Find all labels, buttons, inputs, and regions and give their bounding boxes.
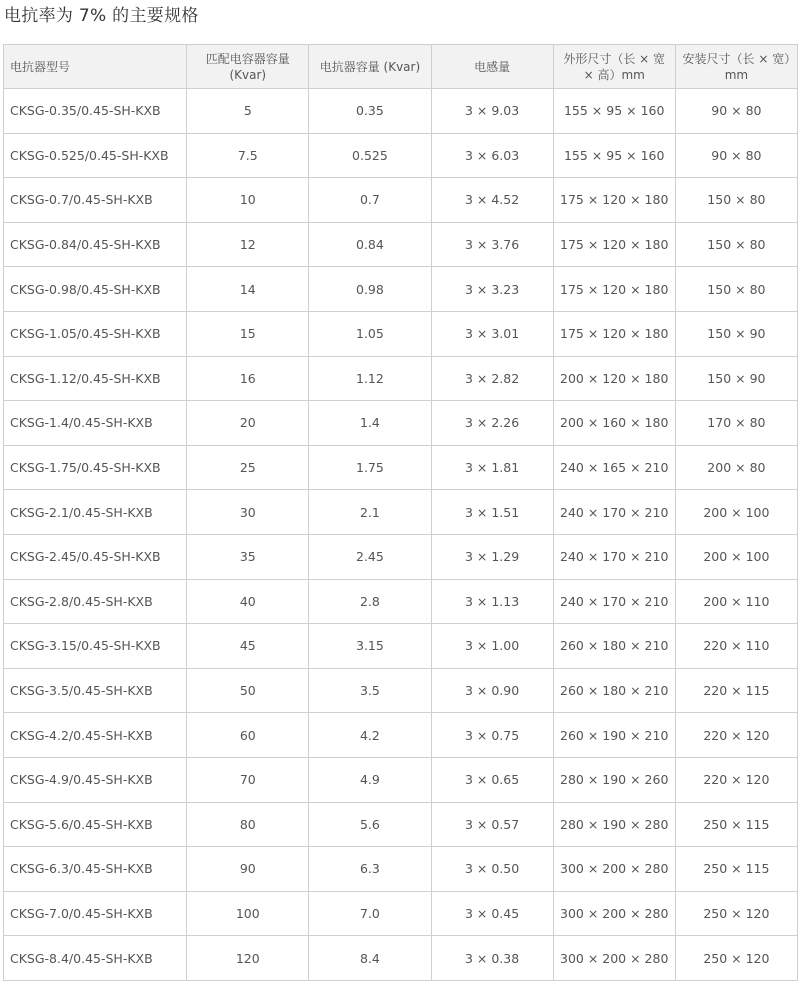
page-title: 电抗率为 7% 的主要规格 <box>4 6 199 26</box>
cell-model: CKSG-1.12/0.45-SH-KXB <box>4 356 187 401</box>
cell-dimensions: 155 × 95 × 160 <box>553 89 675 134</box>
cell-reactor-capacity: 0.7 <box>309 178 431 223</box>
cell-mounting: 150 × 80 <box>675 222 797 267</box>
cell-model: CKSG-7.0/0.45-SH-KXB <box>4 891 187 936</box>
cell-capacitor-capacity: 7.5 <box>187 133 309 178</box>
table-row <box>4 178 798 223</box>
cell-capacitor-capacity: 30 <box>187 490 309 535</box>
cell-model: CKSG-1.05/0.45-SH-KXB <box>4 311 187 356</box>
header-dimensions: 外形尺寸（长 × 宽 × 高）mm <box>553 45 675 89</box>
table-row <box>4 668 798 713</box>
cell-capacitor-capacity: 70 <box>187 757 309 802</box>
cell-reactor-capacity: 2.8 <box>309 579 431 624</box>
cell-reactor-capacity: 1.4 <box>309 401 431 446</box>
cell-inductance: 3 × 3.01 <box>431 311 553 356</box>
cell-inductance: 3 × 0.50 <box>431 847 553 892</box>
cell-inductance: 3 × 1.29 <box>431 534 553 579</box>
cell-capacitor-capacity: 15 <box>187 311 309 356</box>
table-row <box>4 847 798 892</box>
cell-model: CKSG-8.4/0.45-SH-KXB <box>4 936 187 981</box>
cell-mounting: 200 × 100 <box>675 490 797 535</box>
cell-reactor-capacity: 4.9 <box>309 757 431 802</box>
table-row <box>4 802 798 847</box>
cell-inductance: 3 × 2.82 <box>431 356 553 401</box>
cell-dimensions: 200 × 160 × 180 <box>553 401 675 446</box>
cell-dimensions: 155 × 95 × 160 <box>553 133 675 178</box>
cell-dimensions: 300 × 200 × 280 <box>553 891 675 936</box>
cell-mounting: 220 × 120 <box>675 713 797 758</box>
cell-model: CKSG-3.15/0.45-SH-KXB <box>4 624 187 669</box>
cell-dimensions: 200 × 120 × 180 <box>553 356 675 401</box>
cell-model: CKSG-2.1/0.45-SH-KXB <box>4 490 187 535</box>
cell-reactor-capacity: 5.6 <box>309 802 431 847</box>
cell-capacitor-capacity: 90 <box>187 847 309 892</box>
cell-reactor-capacity: 1.05 <box>309 311 431 356</box>
table-row <box>4 222 798 267</box>
cell-reactor-capacity: 2.1 <box>309 490 431 535</box>
cell-reactor-capacity: 1.12 <box>309 356 431 401</box>
table-row <box>4 356 798 401</box>
cell-inductance: 3 × 1.51 <box>431 490 553 535</box>
cell-dimensions: 240 × 170 × 210 <box>553 579 675 624</box>
cell-reactor-capacity: 0.84 <box>309 222 431 267</box>
cell-reactor-capacity: 6.3 <box>309 847 431 892</box>
cell-dimensions: 240 × 170 × 210 <box>553 490 675 535</box>
cell-capacitor-capacity: 80 <box>187 802 309 847</box>
cell-mounting: 90 × 80 <box>675 133 797 178</box>
cell-inductance: 3 × 1.13 <box>431 579 553 624</box>
table-body <box>4 89 798 981</box>
cell-reactor-capacity: 4.2 <box>309 713 431 758</box>
cell-model: CKSG-1.4/0.45-SH-KXB <box>4 401 187 446</box>
cell-reactor-capacity: 2.45 <box>309 534 431 579</box>
cell-model: CKSG-5.6/0.45-SH-KXB <box>4 802 187 847</box>
cell-model: CKSG-4.2/0.45-SH-KXB <box>4 713 187 758</box>
cell-dimensions: 280 × 190 × 260 <box>553 757 675 802</box>
cell-inductance: 3 × 0.90 <box>431 668 553 713</box>
cell-capacitor-capacity: 14 <box>187 267 309 312</box>
cell-reactor-capacity: 8.4 <box>309 936 431 981</box>
cell-capacitor-capacity: 35 <box>187 534 309 579</box>
cell-mounting: 220 × 115 <box>675 668 797 713</box>
cell-mounting: 200 × 80 <box>675 445 797 490</box>
cell-capacitor-capacity: 120 <box>187 936 309 981</box>
cell-capacitor-capacity: 5 <box>187 89 309 134</box>
cell-inductance: 3 × 0.38 <box>431 936 553 981</box>
table-row <box>4 445 798 490</box>
cell-dimensions: 175 × 120 × 180 <box>553 178 675 223</box>
table-row <box>4 267 798 312</box>
cell-inductance: 3 × 0.75 <box>431 713 553 758</box>
cell-inductance: 3 × 2.26 <box>431 401 553 446</box>
cell-reactor-capacity: 0.35 <box>309 89 431 134</box>
cell-capacitor-capacity: 60 <box>187 713 309 758</box>
cell-capacitor-capacity: 10 <box>187 178 309 223</box>
header-mounting: 安装尺寸（长 × 宽）mm <box>675 45 797 89</box>
cell-mounting: 220 × 120 <box>675 757 797 802</box>
cell-inductance: 3 × 1.00 <box>431 624 553 669</box>
cell-mounting: 150 × 90 <box>675 356 797 401</box>
cell-inductance: 3 × 0.45 <box>431 891 553 936</box>
table-row <box>4 490 798 535</box>
cell-capacitor-capacity: 16 <box>187 356 309 401</box>
cell-mounting: 200 × 100 <box>675 534 797 579</box>
cell-model: CKSG-0.84/0.45-SH-KXB <box>4 222 187 267</box>
cell-mounting: 150 × 90 <box>675 311 797 356</box>
cell-inductance: 3 × 3.76 <box>431 222 553 267</box>
cell-mounting: 220 × 110 <box>675 624 797 669</box>
cell-inductance: 3 × 0.65 <box>431 757 553 802</box>
table-row <box>4 713 798 758</box>
cell-mounting: 250 × 115 <box>675 802 797 847</box>
table-row <box>4 757 798 802</box>
cell-mounting: 250 × 120 <box>675 936 797 981</box>
table-row <box>4 534 798 579</box>
cell-model: CKSG-1.75/0.45-SH-KXB <box>4 445 187 490</box>
spec-table <box>3 44 798 981</box>
table-row <box>4 89 798 134</box>
cell-model: CKSG-2.8/0.45-SH-KXB <box>4 579 187 624</box>
cell-dimensions: 260 × 190 × 210 <box>553 713 675 758</box>
table-row <box>4 401 798 446</box>
cell-model: CKSG-0.7/0.45-SH-KXB <box>4 178 187 223</box>
table-row <box>4 891 798 936</box>
table-header <box>4 45 798 89</box>
cell-mounting: 170 × 80 <box>675 401 797 446</box>
cell-capacitor-capacity: 50 <box>187 668 309 713</box>
cell-mounting: 250 × 120 <box>675 891 797 936</box>
cell-mounting: 200 × 110 <box>675 579 797 624</box>
header-model: 电抗器型号 <box>4 45 187 89</box>
cell-model: CKSG-4.9/0.45-SH-KXB <box>4 757 187 802</box>
cell-capacitor-capacity: 40 <box>187 579 309 624</box>
cell-dimensions: 175 × 120 × 180 <box>553 311 675 356</box>
header-row <box>4 45 798 89</box>
cell-dimensions: 300 × 200 × 280 <box>553 936 675 981</box>
table-row <box>4 311 798 356</box>
cell-reactor-capacity: 3.5 <box>309 668 431 713</box>
cell-capacitor-capacity: 100 <box>187 891 309 936</box>
cell-inductance: 3 × 4.52 <box>431 178 553 223</box>
cell-mounting: 150 × 80 <box>675 178 797 223</box>
cell-dimensions: 240 × 165 × 210 <box>553 445 675 490</box>
cell-model: CKSG-6.3/0.45-SH-KXB <box>4 847 187 892</box>
table-row <box>4 133 798 178</box>
cell-model: CKSG-0.35/0.45-SH-KXB <box>4 89 187 134</box>
table-row <box>4 624 798 669</box>
cell-inductance: 3 × 1.81 <box>431 445 553 490</box>
cell-reactor-capacity: 3.15 <box>309 624 431 669</box>
header-inductance: 电感量 <box>431 45 553 89</box>
cell-reactor-capacity: 7.0 <box>309 891 431 936</box>
cell-model: CKSG-0.98/0.45-SH-KXB <box>4 267 187 312</box>
cell-dimensions: 175 × 120 × 180 <box>553 222 675 267</box>
cell-model: CKSG-0.525/0.45-SH-KXB <box>4 133 187 178</box>
cell-mounting: 90 × 80 <box>675 89 797 134</box>
cell-capacitor-capacity: 25 <box>187 445 309 490</box>
cell-inductance: 3 × 3.23 <box>431 267 553 312</box>
cell-reactor-capacity: 1.75 <box>309 445 431 490</box>
cell-inductance: 3 × 0.57 <box>431 802 553 847</box>
header-capacitor-capacity: 匹配电容器容量 (Kvar) <box>187 45 309 89</box>
cell-dimensions: 260 × 180 × 210 <box>553 668 675 713</box>
header-reactor-capacity: 电抗器容量 (Kvar) <box>309 45 431 89</box>
cell-dimensions: 280 × 190 × 280 <box>553 802 675 847</box>
cell-model: CKSG-3.5/0.45-SH-KXB <box>4 668 187 713</box>
cell-dimensions: 300 × 200 × 280 <box>553 847 675 892</box>
cell-mounting: 150 × 80 <box>675 267 797 312</box>
cell-dimensions: 260 × 180 × 210 <box>553 624 675 669</box>
cell-reactor-capacity: 0.98 <box>309 267 431 312</box>
cell-mounting: 250 × 115 <box>675 847 797 892</box>
cell-capacitor-capacity: 20 <box>187 401 309 446</box>
cell-dimensions: 240 × 170 × 210 <box>553 534 675 579</box>
cell-model: CKSG-2.45/0.45-SH-KXB <box>4 534 187 579</box>
cell-dimensions: 175 × 120 × 180 <box>553 267 675 312</box>
cell-capacitor-capacity: 45 <box>187 624 309 669</box>
cell-capacitor-capacity: 12 <box>187 222 309 267</box>
table-row <box>4 579 798 624</box>
cell-inductance: 3 × 6.03 <box>431 133 553 178</box>
table-row <box>4 936 798 981</box>
cell-inductance: 3 × 9.03 <box>431 89 553 134</box>
cell-reactor-capacity: 0.525 <box>309 133 431 178</box>
